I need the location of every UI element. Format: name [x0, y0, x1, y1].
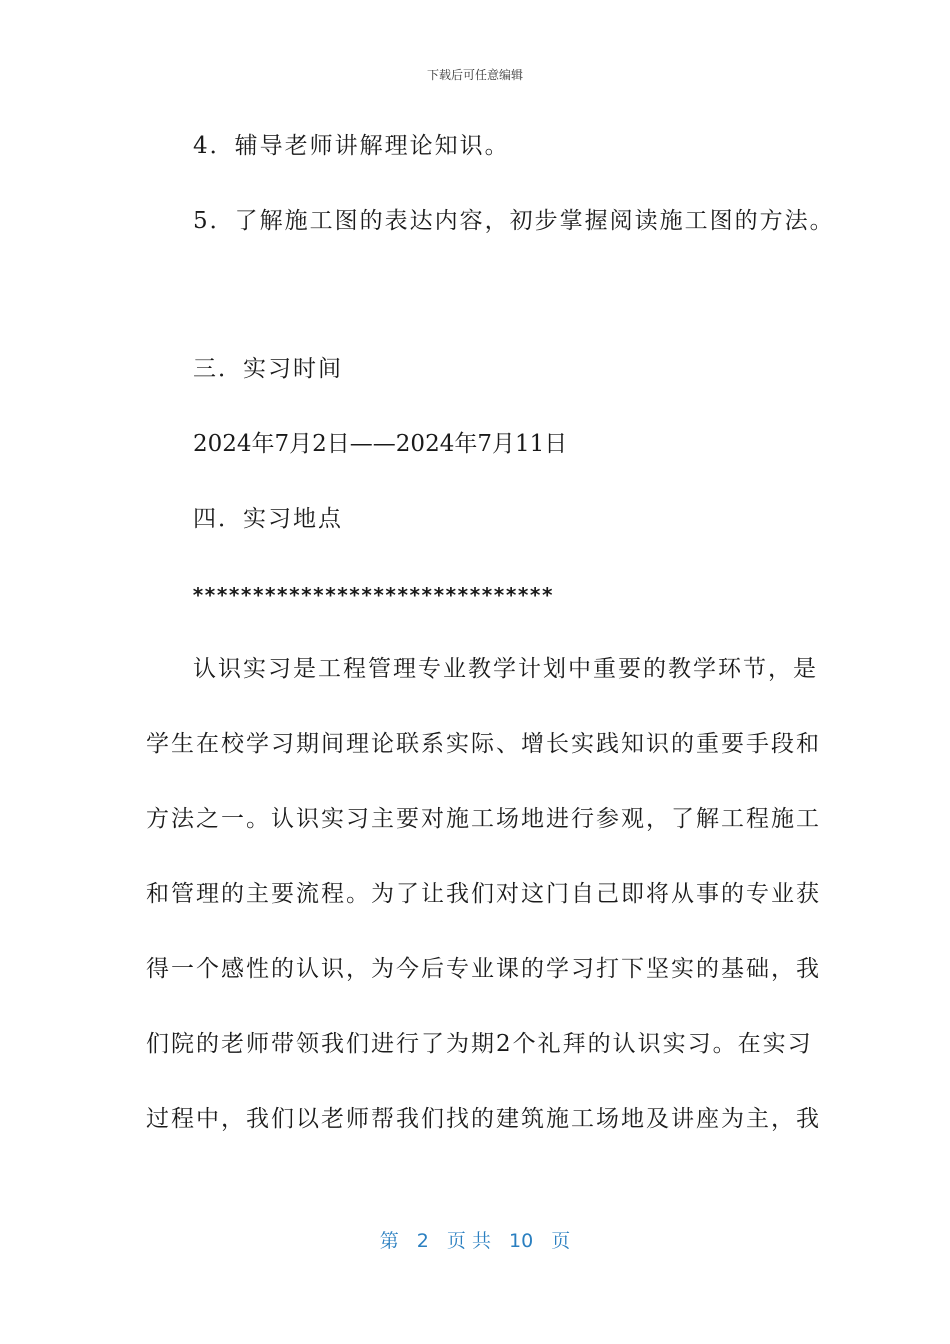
location-redacted: ******************************: [192, 583, 554, 607]
footer-middle: 页 共: [446, 1230, 491, 1252]
section-heading-location: 四．实习地点: [193, 506, 343, 532]
paragraph-line: 认识实习是工程管理专业教学计划中重要的教学环节，是: [193, 656, 818, 682]
list-item-5: 5．了解施工图的表达内容，初步掌握阅读施工图的方法。: [193, 208, 835, 234]
footer-total-pages: 10: [509, 1230, 534, 1252]
internship-dates: 2024年7月2日——2024年7月11日: [193, 431, 568, 457]
paragraph-line: 过程中，我们以老师帮我们找的建筑施工场地及讲座为主，我: [146, 1106, 821, 1132]
paragraph-line: 们院的老师带领我们进行了为期2个礼拜的认识实习。在实习: [146, 1031, 813, 1057]
section-heading-time: 三．实习时间: [193, 356, 343, 382]
list-item-4: 4．辅导老师讲解理论知识。: [193, 133, 510, 159]
paragraph-line: 方法之一。认识实习主要对施工场地进行参观，了解工程施工: [146, 806, 821, 832]
page-footer: [0, 1226, 950, 1253]
paragraph-line: 学生在校学习期间理论联系实际、增长实践知识的重要手段和: [146, 731, 821, 757]
footer-page-number: 2: [416, 1230, 429, 1252]
page-header: 下载后可任意编辑: [426, 68, 523, 82]
paragraph-line: 得一个感性的认识，为今后专业课的学习打下坚实的基础，我: [146, 956, 821, 982]
footer-suffix: 页: [551, 1230, 571, 1252]
footer-prefix: 第: [379, 1230, 399, 1252]
paragraph-line: 和管理的主要流程。为了让我们对这门自己即将从事的专业获: [146, 881, 821, 907]
